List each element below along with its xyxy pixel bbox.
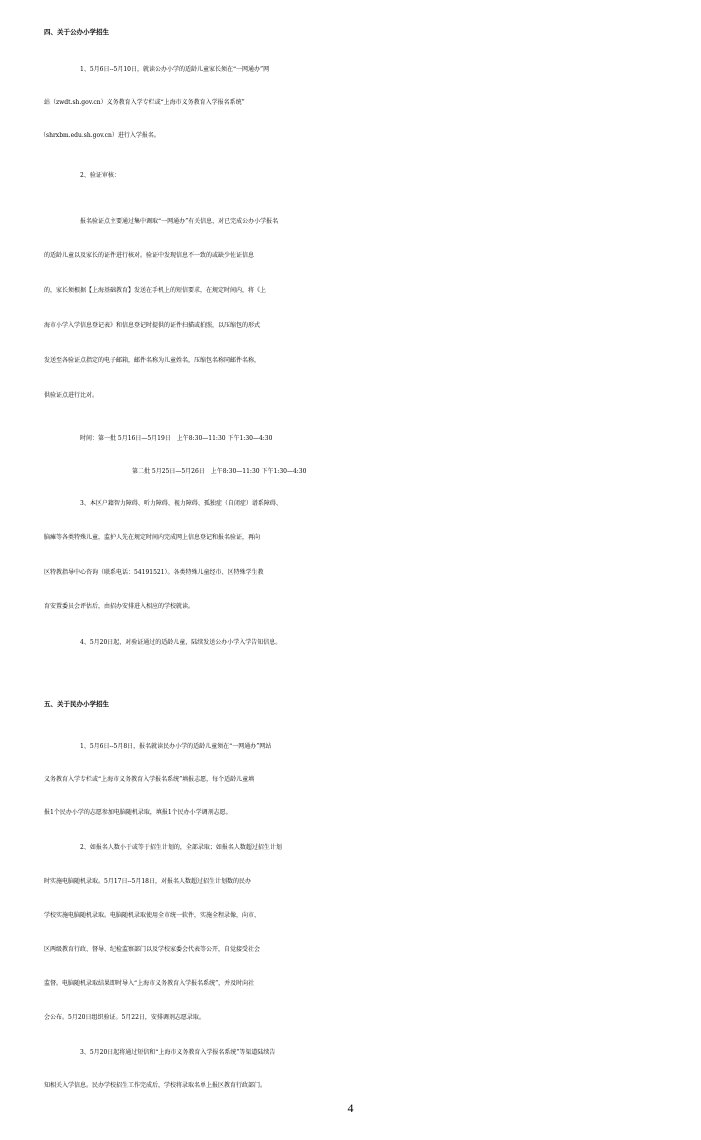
s4-item1-line3: （shrxbm.edu.sh.gov.cn）进行入学报名。: [40, 132, 160, 139]
section4-heading: 四、关于公办小学招生: [44, 28, 109, 36]
s4-item2-line4: 海市小学入学信息登记表》和信息登记时提供的证件扫描或拍照，以压缩包的形式: [44, 322, 261, 329]
s4-item3-line1: 3、本区户籍智力障碍、听力障碍、视力障碍、孤独症（自闭症）谱系障碍、: [80, 500, 282, 507]
schedule-batch2: 第二批 5月25日—5月26日 上午8:30—11:30 下午1:30—4:30: [132, 468, 307, 475]
s5-item1-line3: 报1个民办小学的志愿参加电脑随机录取，填报1个民办小学调剂志愿。: [44, 809, 232, 816]
s5-item1-line1: 1、5月6日--5月8日，报名就读民办小学的适龄儿童须在“一网通办”网站: [80, 743, 272, 750]
s4-item3-line3: 区特教指导中心咨询（联系电话：54191521）。各类特殊儿童经市、区特殊学生教: [44, 569, 264, 576]
s5-item3-line2: 知相关入学信息。民办学校招生工作完成后，学校将录取名单上报区教育行政部门。: [44, 1082, 267, 1089]
s4-item2-line1: 报名验证点主要通过集中调取“一网通办”有关信息，对已完成公办小学报名: [80, 218, 279, 225]
schedule-batch1: 时间：第一批 5月16日—5月19日 上午8:30—11:30 下午1:30—4:30: [80, 435, 273, 442]
s5-item2-line2: 时实施电脑随机录取。5月17日--5月18日，对报名人数超过招生计划数的民办: [44, 878, 251, 885]
s4-item2-line5: 发送至各验证点指定的电子邮箱，邮件名称为儿童姓名，压缩包名称同邮件名称，: [44, 357, 261, 364]
s5-item2-line4: 区两级教育行政、督导、纪检监察部门以及学校家委会代表等公开，自觉接受社会: [44, 946, 261, 953]
page-number: 4: [347, 1101, 354, 1115]
s5-item2-line5: 监督。电脑随机录取结果即时导入“上海市义务教育入学报名系统”，并及时向社: [44, 980, 255, 987]
s4-item2-line2: 的适龄儿童以及家长的证件进行核对。验证中发现信息不一致的或缺少佐证信息: [44, 252, 255, 259]
s5-item2-line3: 学校实施电脑随机录取。电脑随机录取使用全市统一软件，实施全程录像，向市、: [44, 912, 261, 919]
s4-item2-line3: 的，家长须根据【上海基础教育】发送在手机上的短信要求，在规定时间内，将《上: [44, 287, 267, 294]
section5-heading: 五、关于民办小学招生: [44, 700, 109, 708]
s5-item3-line1: 3、5月20日起将通过短信和“上海市义务教育入学报名系统”等渠道陆续告: [80, 1049, 276, 1056]
s4-item2-line6: 供验证点进行比对。: [44, 392, 99, 399]
s5-item2-line1: 2、如报名人数小于或等于招生计划的，全部录取；如报名人数超过招生计划: [80, 844, 282, 851]
s4-item2-title: 2、验证审核：: [80, 172, 120, 179]
s4-item3-line4: 育安置委员会评估后，由招办安排进入相应的学校就读。: [44, 603, 195, 610]
s4-item1-line1: 1、5月6日--5月10日，就读公办小学的适龄儿童家长须在“一网通办”网: [80, 66, 270, 73]
s4-item1-line2: 站（zwdt.sh.gov.cn）义务教育入学专栏或“上海市义务教育入学报名系统”: [44, 99, 245, 106]
s4-item4-line1: 4、5月20日起，对验证通过的适龄儿童，陆续发送公办小学入学告知信息。: [80, 639, 282, 646]
s5-item1-line2: 义务教育入学专栏或“上海市义务教育入学报名系统”填报志愿，每个适龄儿童填: [44, 776, 255, 783]
s4-item3-line2: 脑瘫等各类特殊儿童，监护人先在规定时间内完成网上信息登记和报名验证，再向: [44, 534, 261, 541]
s5-item2-line6: 会公布。5月20日组织验证。5月22日，安排调剂志愿录取。: [44, 1014, 205, 1021]
